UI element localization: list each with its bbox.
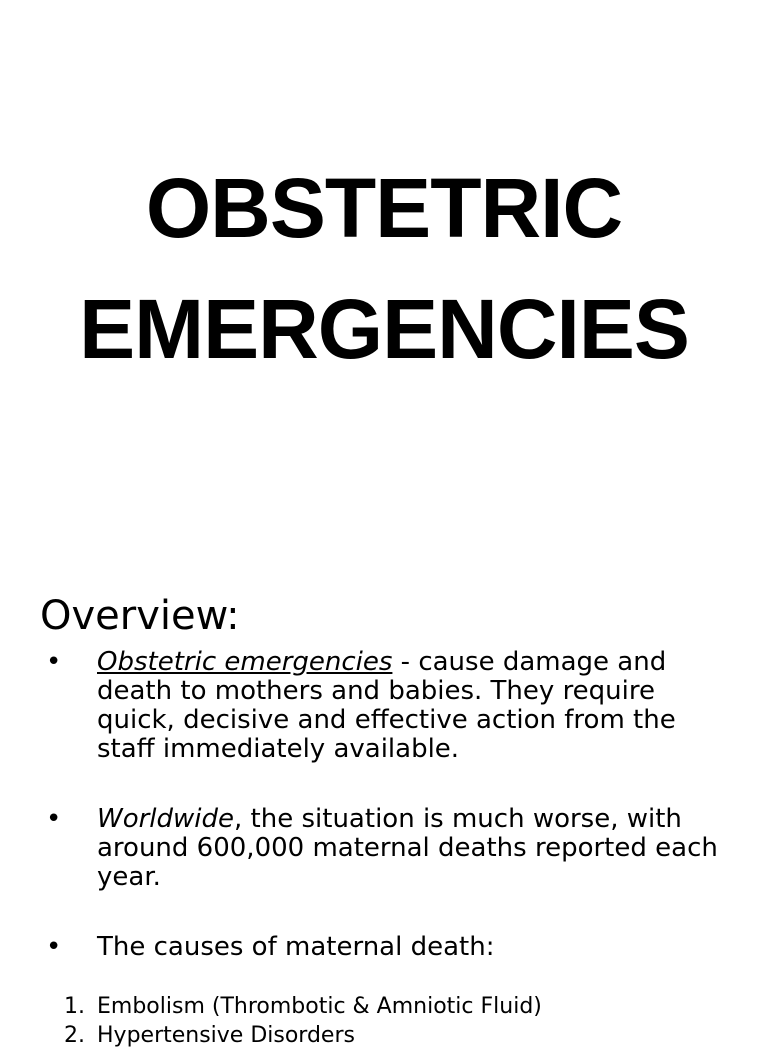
term-worldwide: Worldwide	[97, 804, 235, 834]
bullet-dot-icon: •	[46, 932, 62, 962]
bullet-text: - cause damage and death to mothers and babies. They require quick, decisive and effective action from the staff immediately available.	[97, 647, 676, 764]
title-line-2: EMERGENCIES	[79, 282, 689, 376]
title-line-1: OBSTETRIC	[145, 161, 623, 255]
causes-sublist	[64, 992, 768, 1050]
bullet-item-causes	[0, 933, 768, 962]
bullet-dot-icon: •	[46, 647, 62, 677]
overview-bullet-list	[0, 648, 768, 962]
sublist-item	[64, 1021, 768, 1050]
sublist-text: Embolism (Thrombotic & Amniotic Fluid)	[97, 994, 542, 1019]
bullet-text: , the situation is much worse, with around 600,000 maternal deaths reported each year.	[97, 804, 718, 892]
sublist-number: 1.	[64, 994, 85, 1019]
term-obstetric-emergencies: Obstetric emergencies	[97, 647, 393, 677]
sublist-number: 2.	[64, 1023, 85, 1048]
overview-heading: Overview:	[40, 593, 240, 639]
sublist-item	[64, 992, 768, 1021]
bullet-text: The causes of maternal death:	[97, 932, 495, 962]
sublist-text: Hypertensive Disorders	[97, 1023, 355, 1048]
bullet-dot-icon: •	[46, 804, 62, 834]
bullet-item-obstetric-emergencies	[0, 648, 768, 764]
bullet-item-worldwide	[0, 805, 768, 892]
